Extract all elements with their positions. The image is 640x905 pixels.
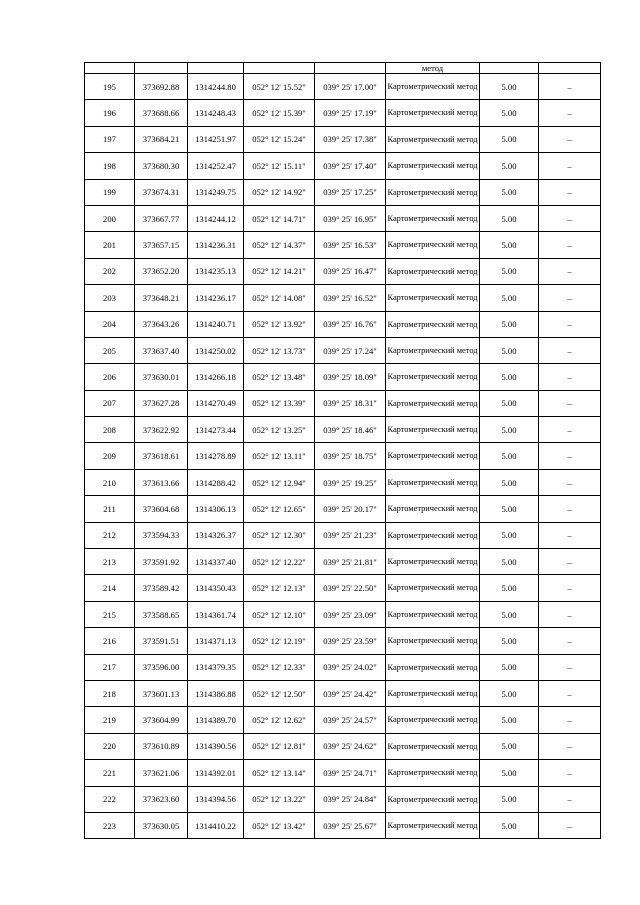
cell-y: 1314394.56 — [188, 786, 244, 812]
cell-method: Картометрический метод — [386, 100, 480, 126]
cell-accuracy: 5.00 — [480, 258, 539, 284]
cell-point-number: 204 — [85, 311, 135, 337]
cell-x: 373594.33 — [135, 522, 188, 548]
cell-y: 1314379.35 — [188, 654, 244, 680]
cell-empty — [539, 63, 601, 74]
cell-latitude: 052° 12' 13.14" — [244, 760, 315, 786]
cell-x: 373613.66 — [135, 469, 188, 495]
cell-x: 373688.66 — [135, 100, 188, 126]
cell-point-number: 210 — [85, 469, 135, 495]
cell-method: Картометрический метод — [386, 733, 480, 759]
cell-point-number: 211 — [85, 496, 135, 522]
cell-note: – — [539, 707, 601, 733]
cell-note: – — [539, 153, 601, 179]
cell-note: – — [539, 443, 601, 469]
cell-note: – — [539, 390, 601, 416]
cell-y: 1314251.97 — [188, 126, 244, 152]
cell-latitude: 052° 12' 15.39" — [244, 100, 315, 126]
cell-accuracy: 5.00 — [480, 707, 539, 733]
cell-accuracy: 5.00 — [480, 443, 539, 469]
cell-point-number: 199 — [85, 179, 135, 205]
cell-longitude: 039° 25' 20.17" — [315, 496, 386, 522]
cell-latitude: 052° 12' 12.19" — [244, 628, 315, 654]
cell-longitude: 039° 25' 23.59" — [315, 628, 386, 654]
cell-accuracy: 5.00 — [480, 153, 539, 179]
cell-method: Картометрический метод — [386, 707, 480, 733]
cell-accuracy: 5.00 — [480, 469, 539, 495]
cell-y: 1314278.89 — [188, 443, 244, 469]
cell-y: 1314288.42 — [188, 469, 244, 495]
cell-point-number: 223 — [85, 812, 135, 838]
table-row — [85, 707, 601, 733]
cell-note: – — [539, 680, 601, 706]
cell-x: 373667.77 — [135, 205, 188, 231]
cell-point-number: 196 — [85, 100, 135, 126]
cell-y: 1314240.71 — [188, 311, 244, 337]
cell-note: – — [539, 760, 601, 786]
cell-method: Картометрический метод — [386, 74, 480, 100]
cell-y: 1314244.12 — [188, 205, 244, 231]
cell-x: 373692.88 — [135, 74, 188, 100]
cell-point-number: 200 — [85, 205, 135, 231]
cell-longitude: 039° 25' 18.31" — [315, 390, 386, 416]
cell-accuracy: 5.00 — [480, 601, 539, 627]
cell-y: 1314252.47 — [188, 153, 244, 179]
cell-y: 1314350.43 — [188, 575, 244, 601]
cell-point-number: 216 — [85, 628, 135, 654]
table-row — [85, 601, 601, 627]
cell-method: Картометрический метод — [386, 285, 480, 311]
table-row — [85, 733, 601, 759]
cell-x: 373589.42 — [135, 575, 188, 601]
cell-y: 1314236.17 — [188, 285, 244, 311]
cell-x: 373627.28 — [135, 390, 188, 416]
cell-accuracy: 5.00 — [480, 205, 539, 231]
cell-longitude: 039° 25' 21.23" — [315, 522, 386, 548]
cell-method: Картометрический метод — [386, 390, 480, 416]
cell-latitude: 052° 12' 13.11" — [244, 443, 315, 469]
cell-accuracy: 5.00 — [480, 126, 539, 152]
cell-x: 373652.20 — [135, 258, 188, 284]
cell-point-number: 208 — [85, 417, 135, 443]
cell-latitude: 052° 12' 12.81" — [244, 733, 315, 759]
coordinates-table — [84, 62, 601, 839]
cell-latitude: 052° 12' 13.25" — [244, 417, 315, 443]
cell-note: – — [539, 417, 601, 443]
cell-accuracy: 5.00 — [480, 417, 539, 443]
cell-latitude: 052° 12' 13.73" — [244, 337, 315, 363]
cell-accuracy: 5.00 — [480, 575, 539, 601]
cell-accuracy: 5.00 — [480, 812, 539, 838]
cell-accuracy: 5.00 — [480, 232, 539, 258]
cell-latitude: 052° 12' 14.21" — [244, 258, 315, 284]
cell-accuracy: 5.00 — [480, 100, 539, 126]
cell-note: – — [539, 628, 601, 654]
cell-note: – — [539, 126, 601, 152]
table-row — [85, 100, 601, 126]
cell-x: 373637.40 — [135, 337, 188, 363]
table-row — [85, 232, 601, 258]
cell-latitude: 052° 12' 15.11" — [244, 153, 315, 179]
cell-accuracy: 5.00 — [480, 628, 539, 654]
cell-method: Картометрический метод — [386, 126, 480, 152]
table-row — [85, 443, 601, 469]
table-row — [85, 496, 601, 522]
cell-point-number: 220 — [85, 733, 135, 759]
cell-longitude: 039° 25' 24.84" — [315, 786, 386, 812]
cell-accuracy: 5.00 — [480, 311, 539, 337]
cell-longitude: 039° 25' 16.76" — [315, 311, 386, 337]
cell-longitude: 039° 25' 17.40" — [315, 153, 386, 179]
cell-empty — [85, 63, 135, 74]
cell-latitude: 052° 12' 12.50" — [244, 680, 315, 706]
cell-y: 1314235.13 — [188, 258, 244, 284]
cell-y: 1314326.37 — [188, 522, 244, 548]
cell-method: Картометрический метод — [386, 575, 480, 601]
cell-method: Картометрический метод — [386, 364, 480, 390]
cell-note: – — [539, 364, 601, 390]
cell-method: Картометрический метод — [386, 258, 480, 284]
cell-empty — [480, 63, 539, 74]
cell-note: – — [539, 786, 601, 812]
cell-x: 373684.21 — [135, 126, 188, 152]
table-row — [85, 311, 601, 337]
cell-latitude: 052° 12' 13.48" — [244, 364, 315, 390]
cell-method: Картометрический метод — [386, 469, 480, 495]
table-row — [85, 654, 601, 680]
cell-y: 1314390.56 — [188, 733, 244, 759]
cell-latitude: 052° 12' 15.52" — [244, 74, 315, 100]
coordinates-table-body — [85, 63, 601, 839]
cell-point-number: 209 — [85, 443, 135, 469]
cell-point-number: 217 — [85, 654, 135, 680]
cell-longitude: 039° 25' 17.38" — [315, 126, 386, 152]
cell-method: Картометрический метод — [386, 443, 480, 469]
cell-note: – — [539, 812, 601, 838]
cell-method: Картометрический метод — [386, 153, 480, 179]
cell-longitude: 039° 25' 18.09" — [315, 364, 386, 390]
cell-point-number: 206 — [85, 364, 135, 390]
cell-method: Картометрический метод — [386, 601, 480, 627]
cell-point-number: 207 — [85, 390, 135, 416]
cell-method: Картометрический метод — [386, 232, 480, 258]
table-row — [85, 390, 601, 416]
cell-note: – — [539, 258, 601, 284]
table-row — [85, 469, 601, 495]
table-row — [85, 812, 601, 838]
cell-accuracy: 5.00 — [480, 522, 539, 548]
cell-note: – — [539, 469, 601, 495]
cell-longitude: 039° 25' 24.57" — [315, 707, 386, 733]
cell-y: 1314361.74 — [188, 601, 244, 627]
cell-longitude: 039° 25' 18.46" — [315, 417, 386, 443]
cell-x: 373674.31 — [135, 179, 188, 205]
cell-x: 373643.26 — [135, 311, 188, 337]
cell-latitude: 052° 12' 13.39" — [244, 390, 315, 416]
cell-y: 1314250.02 — [188, 337, 244, 363]
cell-method: Картометрический метод — [386, 786, 480, 812]
cell-accuracy: 5.00 — [480, 364, 539, 390]
cell-x: 373630.01 — [135, 364, 188, 390]
cell-latitude: 052° 12' 14.37" — [244, 232, 315, 258]
cell-point-number: 219 — [85, 707, 135, 733]
cell-note: – — [539, 496, 601, 522]
cell-point-number: 195 — [85, 74, 135, 100]
cell-method: Картометрический метод — [386, 417, 480, 443]
cell-longitude: 039° 25' 17.00" — [315, 74, 386, 100]
cell-y: 1314389.70 — [188, 707, 244, 733]
cell-method: Картометрический метод — [386, 311, 480, 337]
cell-note: – — [539, 74, 601, 100]
cell-point-number: 215 — [85, 601, 135, 627]
cell-note: – — [539, 311, 601, 337]
table-row — [85, 126, 601, 152]
cell-latitude: 052° 12' 14.71" — [244, 205, 315, 231]
cell-empty — [244, 63, 315, 74]
cell-note: – — [539, 549, 601, 575]
cell-note: – — [539, 654, 601, 680]
table-row — [85, 760, 601, 786]
cell-point-number: 212 — [85, 522, 135, 548]
cell-accuracy: 5.00 — [480, 179, 539, 205]
cell-x: 373591.92 — [135, 549, 188, 575]
cell-y: 1314337.40 — [188, 549, 244, 575]
cell-latitude: 052° 12' 13.22" — [244, 786, 315, 812]
cell-point-number: 221 — [85, 760, 135, 786]
cell-empty — [315, 63, 386, 74]
cell-note: – — [539, 522, 601, 548]
cell-note: – — [539, 179, 601, 205]
cell-y: 1314392.01 — [188, 760, 244, 786]
cell-x: 373604.68 — [135, 496, 188, 522]
cell-longitude: 039° 25' 17.25" — [315, 179, 386, 205]
cell-point-number: 198 — [85, 153, 135, 179]
cell-accuracy: 5.00 — [480, 786, 539, 812]
cell-method: Картометрический метод — [386, 549, 480, 575]
cell-latitude: 052° 12' 12.94" — [244, 469, 315, 495]
cell-method: Картометрический метод — [386, 628, 480, 654]
cell-x: 373623.60 — [135, 786, 188, 812]
cell-accuracy: 5.00 — [480, 337, 539, 363]
cell-y: 1314266.18 — [188, 364, 244, 390]
cell-accuracy: 5.00 — [480, 74, 539, 100]
cell-method: Картометрический метод — [386, 205, 480, 231]
cell-x: 373622.92 — [135, 417, 188, 443]
cell-longitude: 039° 25' 16.47" — [315, 258, 386, 284]
cell-latitude: 052° 12' 12.22" — [244, 549, 315, 575]
cell-longitude: 039° 25' 16.53" — [315, 232, 386, 258]
cell-accuracy: 5.00 — [480, 733, 539, 759]
cell-longitude: 039° 25' 24.62" — [315, 733, 386, 759]
cell-accuracy: 5.00 — [480, 390, 539, 416]
cell-y: 1314386.88 — [188, 680, 244, 706]
cell-longitude: 039° 25' 19.25" — [315, 469, 386, 495]
table-row — [85, 74, 601, 100]
cell-empty — [135, 63, 188, 74]
cell-y: 1314270.49 — [188, 390, 244, 416]
cell-point-number: 214 — [85, 575, 135, 601]
cell-accuracy: 5.00 — [480, 760, 539, 786]
cell-latitude: 052° 12' 12.62" — [244, 707, 315, 733]
table-row — [85, 205, 601, 231]
table-row — [85, 258, 601, 284]
cell-longitude: 039° 25' 24.42" — [315, 680, 386, 706]
table-row — [85, 786, 601, 812]
cell-x: 373610.89 — [135, 733, 188, 759]
cell-y: 1314248.43 — [188, 100, 244, 126]
cell-y: 1314249.75 — [188, 179, 244, 205]
cell-longitude: 039° 25' 18.75" — [315, 443, 386, 469]
table-row — [85, 549, 601, 575]
cell-method: Картометрический метод — [386, 179, 480, 205]
cell-note: – — [539, 100, 601, 126]
cell-x: 373588.65 — [135, 601, 188, 627]
cell-longitude: 039° 25' 17.24" — [315, 337, 386, 363]
cell-longitude: 039° 25' 16.52" — [315, 285, 386, 311]
cell-latitude: 052° 12' 12.30" — [244, 522, 315, 548]
cell-y: 1314236.31 — [188, 232, 244, 258]
cell-x: 373621.06 — [135, 760, 188, 786]
table-row — [85, 575, 601, 601]
cell-latitude: 052° 12' 15.24" — [244, 126, 315, 152]
cell-longitude: 039° 25' 23.09" — [315, 601, 386, 627]
cell-latitude: 052° 12' 13.92" — [244, 311, 315, 337]
cell-note: – — [539, 232, 601, 258]
cell-note: – — [539, 733, 601, 759]
cell-x: 373630.05 — [135, 812, 188, 838]
cell-note: – — [539, 575, 601, 601]
cell-point-number: 205 — [85, 337, 135, 363]
cell-method: Картометрический метод — [386, 496, 480, 522]
table-row — [85, 285, 601, 311]
cell-method: Картометрический метод — [386, 654, 480, 680]
cell-latitude: 052° 12' 14.08" — [244, 285, 315, 311]
cell-accuracy: 5.00 — [480, 654, 539, 680]
cell-note: – — [539, 285, 601, 311]
cell-accuracy: 5.00 — [480, 496, 539, 522]
cell-latitude: 052° 12' 12.65" — [244, 496, 315, 522]
cell-x: 373591.51 — [135, 628, 188, 654]
cell-x: 373648.21 — [135, 285, 188, 311]
table-row — [85, 337, 601, 363]
table-row — [85, 628, 601, 654]
cell-latitude: 052° 12' 12.33" — [244, 654, 315, 680]
cell-note: – — [539, 601, 601, 627]
cell-point-number: 201 — [85, 232, 135, 258]
table-row — [85, 522, 601, 548]
cell-x: 373604.99 — [135, 707, 188, 733]
cell-y: 1314410.22 — [188, 812, 244, 838]
cell-accuracy: 5.00 — [480, 285, 539, 311]
cell-longitude: 039° 25' 21.81" — [315, 549, 386, 575]
table-row — [85, 179, 601, 205]
cell-note: – — [539, 205, 601, 231]
cell-longitude: 039° 25' 16.95" — [315, 205, 386, 231]
cell-method: Картометрический метод — [386, 760, 480, 786]
cell-note: – — [539, 337, 601, 363]
cell-method: метод — [386, 63, 480, 74]
cell-latitude: 052° 12' 13.42" — [244, 812, 315, 838]
table-row — [85, 680, 601, 706]
cell-longitude: 039° 25' 24.02" — [315, 654, 386, 680]
cell-empty — [188, 63, 244, 74]
table-row — [85, 153, 601, 179]
cell-x: 373680.30 — [135, 153, 188, 179]
cell-point-number: 222 — [85, 786, 135, 812]
cell-longitude: 039° 25' 17.19" — [315, 100, 386, 126]
cell-latitude: 052° 12' 12.10" — [244, 601, 315, 627]
cell-point-number: 202 — [85, 258, 135, 284]
cell-accuracy: 5.00 — [480, 680, 539, 706]
table-row — [85, 364, 601, 390]
cell-method: Картометрический метод — [386, 522, 480, 548]
cell-y: 1314371.13 — [188, 628, 244, 654]
cell-point-number: 213 — [85, 549, 135, 575]
cell-point-number: 203 — [85, 285, 135, 311]
cell-longitude: 039° 25' 25.67" — [315, 812, 386, 838]
cell-y: 1314273.44 — [188, 417, 244, 443]
cell-point-number: 197 — [85, 126, 135, 152]
continued-row — [85, 63, 601, 74]
cell-y: 1314306.13 — [188, 496, 244, 522]
cell-method: Картометрический метод — [386, 337, 480, 363]
cell-x: 373601.13 — [135, 680, 188, 706]
cell-longitude: 039° 25' 24.71" — [315, 760, 386, 786]
cell-point-number: 218 — [85, 680, 135, 706]
cell-x: 373618.61 — [135, 443, 188, 469]
cell-accuracy: 5.00 — [480, 549, 539, 575]
table-row — [85, 417, 601, 443]
cell-latitude: 052° 12' 14.92" — [244, 179, 315, 205]
cell-x: 373596.00 — [135, 654, 188, 680]
cell-latitude: 052° 12' 12.13" — [244, 575, 315, 601]
cell-longitude: 039° 25' 22.50" — [315, 575, 386, 601]
cell-y: 1314244.80 — [188, 74, 244, 100]
cell-method: Картометрический метод — [386, 812, 480, 838]
cell-method: Картометрический метод — [386, 680, 480, 706]
cell-x: 373657.15 — [135, 232, 188, 258]
